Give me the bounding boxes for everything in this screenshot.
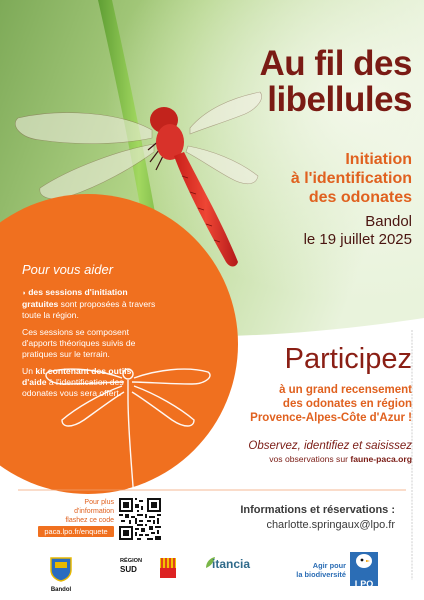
help-p3-pre: Un — [22, 366, 36, 376]
cta-heading: Participez — [284, 343, 412, 375]
more-info-text — [52, 498, 114, 525]
itancia-logo — [204, 556, 260, 586]
event-location: Bandol — [365, 213, 412, 230]
subtitle-line-1: Initiation — [345, 151, 412, 168]
qr-code-icon[interactable] — [119, 498, 161, 540]
lpo-label: LPO — [354, 579, 374, 589]
bandol-shield-icon — [46, 556, 76, 582]
help-paragraph-3 — [22, 366, 156, 399]
title-line-1: Au fil des — [259, 44, 412, 83]
region-sud-logo — [120, 558, 180, 588]
bandol-logo — [46, 556, 76, 594]
more-line-2: d'information — [74, 508, 114, 515]
survey-url[interactable]: paca.lpo.fr/enquete — [38, 526, 114, 537]
census-line-3: Provence-Alpes-Côte d'Azur ! — [250, 412, 412, 424]
bandol-label: Bandol — [50, 587, 72, 593]
help-p3-bold: kit contenant des outils d'aide — [22, 366, 132, 387]
faune-paca-link[interactable]: faune-paca.org — [350, 454, 412, 464]
census-line-1: à un grand recensement — [279, 384, 412, 396]
lpo-bird-icon — [350, 552, 378, 574]
census-line-2: des odonates en région — [282, 398, 412, 410]
event-date: le 19 juillet 2025 — [303, 231, 412, 248]
help-paragraph-1 — [22, 287, 156, 321]
credits-vertical-text — [407, 330, 417, 580]
poster-title — [200, 46, 412, 118]
observe-text: Observez, identifiez et saisissez — [248, 440, 412, 452]
more-line-3: flashez ce code — [65, 517, 114, 524]
observe-site-line — [150, 454, 412, 465]
more-line-1: Pour plus — [84, 499, 114, 506]
agir-line-1: Agir pour — [312, 561, 346, 570]
title-line-2: libellules — [267, 80, 412, 119]
subtitle — [260, 150, 412, 207]
region-line-2: SUD — [120, 564, 137, 574]
agir-line-2: la biodiversité — [296, 570, 346, 579]
region-flag-icon — [160, 558, 176, 578]
region-line-1: RÉGION — [120, 558, 143, 564]
help-p1-bold: des sessions d'initiation gratuites — [22, 287, 128, 309]
bullet-icon: ◗ — [22, 290, 29, 297]
help-lead: Pour vous aider — [22, 262, 114, 277]
help-panel — [22, 262, 156, 405]
subtitle-line-2: à l'identification — [290, 170, 412, 187]
contact-email[interactable]: charlotte.springaux@lpo.fr — [266, 519, 395, 531]
help-p1-rest: sont proposées à travers toute la région. — [22, 299, 156, 320]
info-heading: Informations et réservations : — [240, 504, 395, 516]
lpo-logo — [350, 552, 378, 589]
itancia-label: itancia — [212, 557, 251, 571]
observe-site-pre: vos observations sur — [269, 454, 351, 464]
subtitle-line-3: des odonates — [308, 189, 412, 206]
census-text — [196, 383, 412, 425]
help-paragraph-2: Ces sessions se composent d'apports théoriques suivis de pratiques sur le terrain. — [22, 327, 136, 359]
event-place-date — [240, 213, 412, 249]
agir-biodiversite-text — [280, 561, 346, 579]
help-p3-rest: à l'identification des odonates vous sera offert. — [22, 377, 124, 398]
